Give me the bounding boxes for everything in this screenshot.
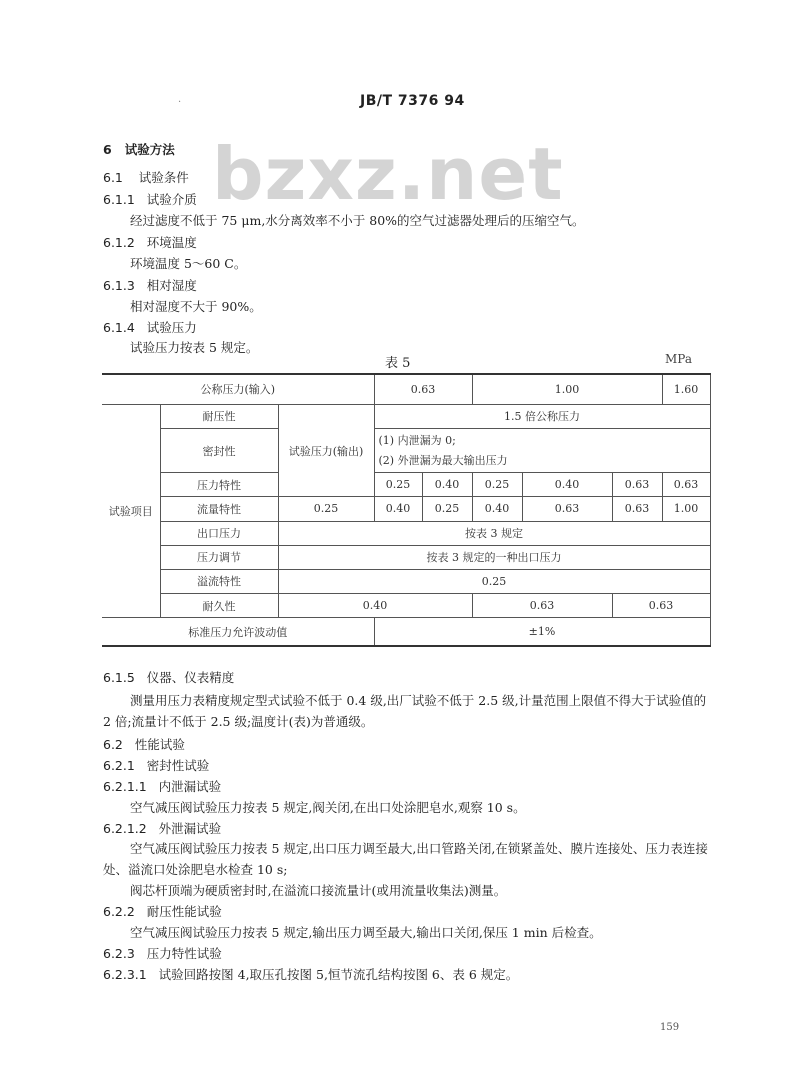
- section-text: 试验回路按图 4,取压孔按图 5,恒节流孔结构按图 6、表 6 规定。: [158, 967, 519, 982]
- section-title: 相对湿度: [146, 278, 197, 293]
- section-6-1-heading: [103, 168, 189, 186]
- section-6-1-5-heading: [103, 668, 234, 686]
- section-title: 试验压力: [146, 320, 197, 335]
- cell-value: 按表 3 规定的一种出口压力: [278, 545, 710, 569]
- row-label: 密封性: [160, 428, 278, 472]
- section-number: 6.1.4: [103, 320, 135, 335]
- section-6-1-2-text: 环境温度 5～60 C。: [130, 256, 247, 271]
- table-5: [102, 373, 711, 647]
- row-label: 溢流特性: [160, 569, 278, 593]
- section-number: 6.1.3: [103, 278, 135, 293]
- table-row: [102, 618, 710, 646]
- section-6-heading: [103, 140, 175, 158]
- section-number: 6.2.2: [103, 904, 135, 919]
- cell-value: 0.63: [522, 497, 612, 521]
- section-6-2-1-2-heading: [103, 819, 221, 837]
- section-number: 6.1: [103, 170, 123, 185]
- table-row: [102, 374, 710, 404]
- nominal-pressure-label: 公称压力(输入): [102, 374, 374, 404]
- section-6-1-4-heading: [103, 318, 197, 336]
- cell-value: 0.63: [472, 594, 612, 618]
- cell-value: [374, 428, 710, 472]
- test-pressure-label: 试验压力(输出): [278, 404, 374, 497]
- table-row: [102, 428, 710, 472]
- fluctuation-label: 标准压力允许波动值: [102, 618, 374, 646]
- table-row: [102, 497, 710, 521]
- cell-value: 0.63: [612, 473, 662, 497]
- watermark: bzxz.net: [212, 132, 564, 216]
- cell-value: 0.25: [374, 473, 422, 497]
- section-6-2-1-1-heading: [103, 777, 221, 795]
- row-label: 压力调节: [160, 545, 278, 569]
- row-label: 耐压性: [160, 404, 278, 428]
- row-label: 压力特性: [160, 473, 278, 497]
- nominal-pressure-value: 1.00: [472, 374, 662, 404]
- section-6-1-4-text: 试验压力按表 5 规定。: [130, 340, 259, 355]
- section-number: 6.2.1.2: [103, 821, 147, 836]
- table-unit: MPa: [665, 352, 692, 366]
- table-row: [102, 473, 710, 497]
- cell-value: 0.40: [374, 497, 422, 521]
- section-title: 试验介质: [146, 192, 197, 207]
- cell-value: 0.63: [612, 594, 710, 618]
- cell-value: 0.40: [422, 473, 472, 497]
- section-number: 6.1.5: [103, 670, 135, 685]
- section-title: 耐压性能试验: [146, 904, 222, 919]
- row-label: 耐久性: [160, 594, 278, 618]
- section-title: 仪器、仪表精度: [146, 670, 235, 685]
- section-number: 6.1.1: [103, 192, 135, 207]
- cell-value: 1.5 倍公称压力: [374, 404, 710, 428]
- header-dot: ·: [178, 97, 182, 108]
- cell-value: 0.40: [472, 497, 522, 521]
- section-6-1-5-text: 测量用压力表精度规定型式试验不低于 0.4 级,出厂试验不低于 2.5 级,计量范围上限值不得大于试验值的 2 倍;流量计不低于 2.5 级;温度计(表)为普通级。: [103, 693, 707, 729]
- seal-line-2: (2) 外泄漏为最大输出压力: [378, 453, 508, 467]
- section-6-2-1-2-text-2: 阀芯杆顶端为硬质密封时,在溢流口接流量计(或用流量收集法)测量。: [130, 883, 507, 898]
- cell-value: 0.63: [662, 473, 710, 497]
- section-6-2-1-1-text: 空气减压阀试验压力按表 5 规定,阀关闭,在出口处涂肥皂水,观察 10 s。: [130, 800, 526, 815]
- section-title: 试验方法: [124, 142, 175, 157]
- cell-value: 1.00: [662, 497, 710, 521]
- section-title: 外泄漏试验: [158, 821, 222, 836]
- section-6-1-3-text: 相对湿度不大于 90%。: [130, 299, 262, 314]
- section-number: 6.2.1: [103, 758, 135, 773]
- section-number: 6.2.3: [103, 946, 135, 961]
- cell-value: 0.40: [522, 473, 612, 497]
- section-title: 压力特性试验: [146, 946, 222, 961]
- nominal-pressure-value: 1.60: [662, 374, 710, 404]
- section-title: 密封性试验: [146, 758, 210, 773]
- table-row: [102, 404, 710, 428]
- cell-value: 0.40: [278, 594, 472, 618]
- cell-value: 0.25: [278, 497, 374, 521]
- section-6-1-1-text: 经过滤度不低于 75 μm,水分离效率不小于 80%的空气过滤器处理后的压缩空气。: [130, 213, 585, 228]
- section-number: 6.1.2: [103, 235, 135, 250]
- test-items-label: 试验项目: [102, 404, 160, 618]
- fluctuation-value: ±1%: [374, 618, 710, 646]
- cell-value: 按表 3 规定: [278, 521, 710, 545]
- section-6-2-2-heading: [103, 902, 222, 920]
- section-title: 性能试验: [134, 737, 185, 752]
- section-6-2-1-2-text: 空气减压阀试验压力按表 5 规定,出口压力调至最大,出口管路关闭,在锁紧盖处、膜片连接处、压力表连接处、溢流口处涂肥皂水检查 10 s;: [103, 841, 708, 877]
- row-label: 出口压力: [160, 521, 278, 545]
- cell-value: 0.25: [472, 473, 522, 497]
- section-6-1-1-heading: [103, 190, 197, 208]
- section-6-1-2-heading: [103, 233, 197, 251]
- cell-value: 0.25: [422, 497, 472, 521]
- section-6-2-1-heading: [103, 756, 209, 774]
- section-title: 内泄漏试验: [158, 779, 222, 794]
- section-6-2-3-heading: [103, 944, 222, 962]
- cell-value: 0.25: [278, 569, 710, 593]
- section-6-2-heading: [103, 735, 185, 753]
- table-row: [102, 545, 710, 569]
- seal-line-1: (1) 内泄漏为 0;: [378, 433, 456, 447]
- section-number: 6.2: [103, 737, 123, 752]
- table-row: [102, 594, 710, 618]
- section-number: 6: [103, 142, 112, 157]
- table-row: [102, 569, 710, 593]
- section-number: 6.2.3.1: [103, 967, 147, 982]
- row-label: 流量特性: [160, 497, 278, 521]
- table-row: [102, 521, 710, 545]
- section-title: 环境温度: [146, 235, 197, 250]
- section-title: 试验条件: [138, 170, 189, 185]
- document-code-header: JB/T 7376 94: [360, 93, 465, 109]
- cell-value: 0.63: [612, 497, 662, 521]
- section-6-2-2-text: 空气减压阀试验压力按表 5 规定,输出压力调至最大,输出口关闭,保压 1 min 后检查。: [130, 925, 602, 940]
- section-6-2-3-1-line: [103, 965, 518, 983]
- section-number: 6.2.1.1: [103, 779, 147, 794]
- page-number: 159: [660, 1022, 680, 1033]
- nominal-pressure-value: 0.63: [374, 374, 472, 404]
- section-6-1-3-heading: [103, 276, 197, 294]
- table-caption: 表 5: [385, 356, 411, 371]
